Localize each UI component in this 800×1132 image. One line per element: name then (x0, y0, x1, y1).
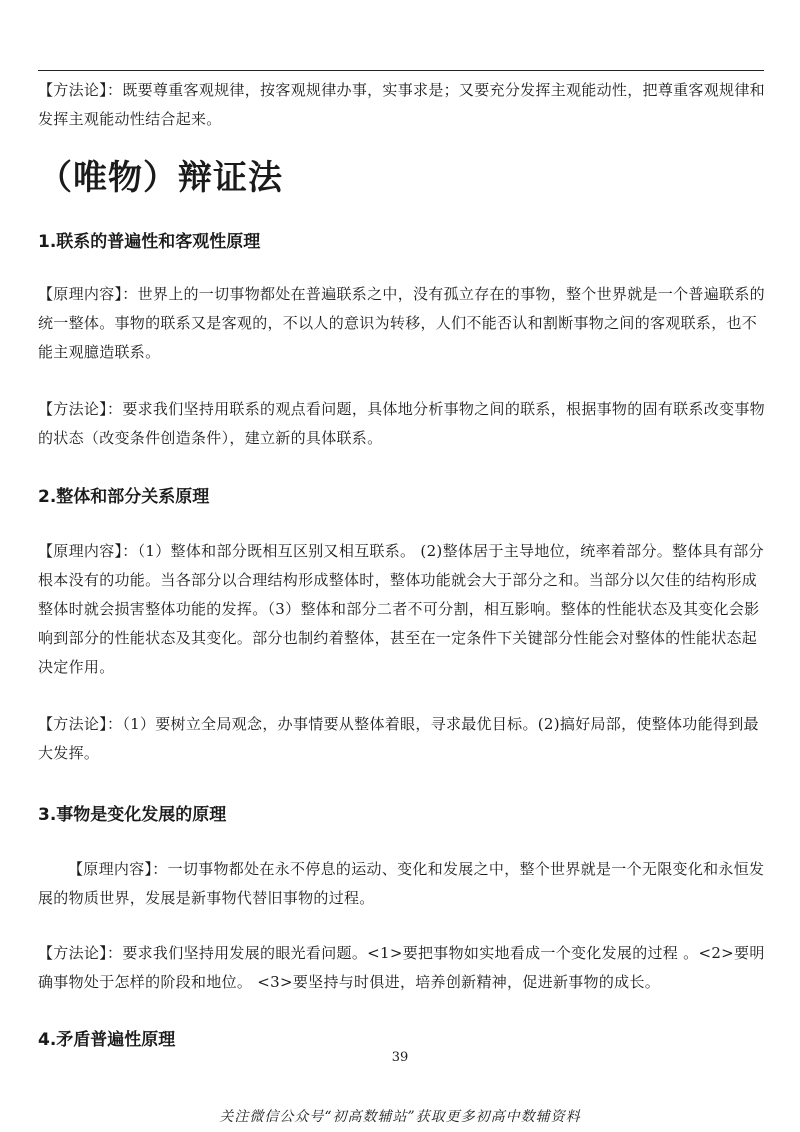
intro-method-paragraph (38, 76, 768, 134)
method-tag: 【方法论】： (38, 81, 123, 99)
method-tag: 【方法论】： (38, 944, 123, 962)
method-text: 要求我们坚持用发展的眼光看问题。<1>要把事物如实地看成一个变化发展的过程 。<2>要明确事物处于怎样的阶段和地位。 <3>要坚持与时俱进，培养创新精神，促进新事物的成长。 (38, 944, 765, 991)
section-heading: 2.整体和部分关系原理 (38, 487, 210, 507)
header-rule (38, 70, 764, 71)
chapter-title: （唯物）辩证法 (38, 158, 283, 198)
principle-text: 世界上的一切事物都处在普遍联系之中，没有孤立存在的事物，整个世界就是一个普遍联系的统一整体。事物的联系又是客观的，不以人的意识为转移，人们不能否认和割断事物之间的客观联系，也不能主观臆造联系。 (38, 285, 765, 361)
method-paragraph (38, 710, 768, 768)
page-number: 39 (391, 1050, 409, 1065)
method-text: 要求我们坚持用联系的观点看问题，具体地分析事物之间的联系，根据事物的固有联系改变事物的状态（改变条件创造条件），建立新的具体联系。 (38, 400, 765, 447)
principle-paragraph (38, 280, 768, 367)
method-tag: 【方法论】： (38, 715, 123, 733)
principle-paragraph (38, 537, 768, 682)
method-paragraph (38, 395, 768, 453)
principle-paragraph (38, 855, 768, 913)
method-tag: 【方法论】： (38, 400, 123, 418)
section-heading: 1.联系的普遍性和客观性原理 (38, 232, 261, 252)
principle-text: （1）整体和部分既相互区别又相互联系。 (2)整体居于主导地位，统率着部分。整体具有部分根本没有的功能。当各部分以合理结构形成整体时，整体功能就会大于部分之和。当部分以欠佳的结构形成整体时就会损害整体功能的发挥。（3）整体和部分二者不可分割，相互影响。整体的性能状态及其变化会影响到部分的性能状态及其变化。部分也制约着整体，甚至在一定条件下关键部分性能会对整体的性能状态起决定作用。 (38, 542, 764, 676)
method-text: （1）要树立全局观念，办事情要从整体着眼，寻求最优目标。(2)搞好局部，使整体功能得到最大发挥。 (38, 715, 759, 762)
method-paragraph (38, 939, 768, 997)
principle-text: 一切事物都处在永不停息的运动、变化和发展之中，整个世界就是一个无限变化和永恒发展的物质世界，发展是新事物代替旧事物的过程。 (38, 860, 765, 907)
method-text: 既要尊重客观规律，按客观规律办事，实事求是；又要充分发挥主观能动性，把尊重客观规律和发挥主观能动性结合起来。 (38, 81, 765, 128)
principle-tag: 【原理内容】： (38, 542, 138, 560)
principle-tag: 【原理内容】： (68, 860, 168, 878)
section-heading: 4.矛盾普遍性原理 (38, 1030, 176, 1050)
footer-note: 关注微信公众号“初高数辅站”获取更多初高中数辅资料 (219, 1109, 581, 1125)
principle-tag: 【原理内容】： (38, 285, 138, 303)
section-heading: 3.事物是变化发展的原理 (38, 805, 227, 825)
